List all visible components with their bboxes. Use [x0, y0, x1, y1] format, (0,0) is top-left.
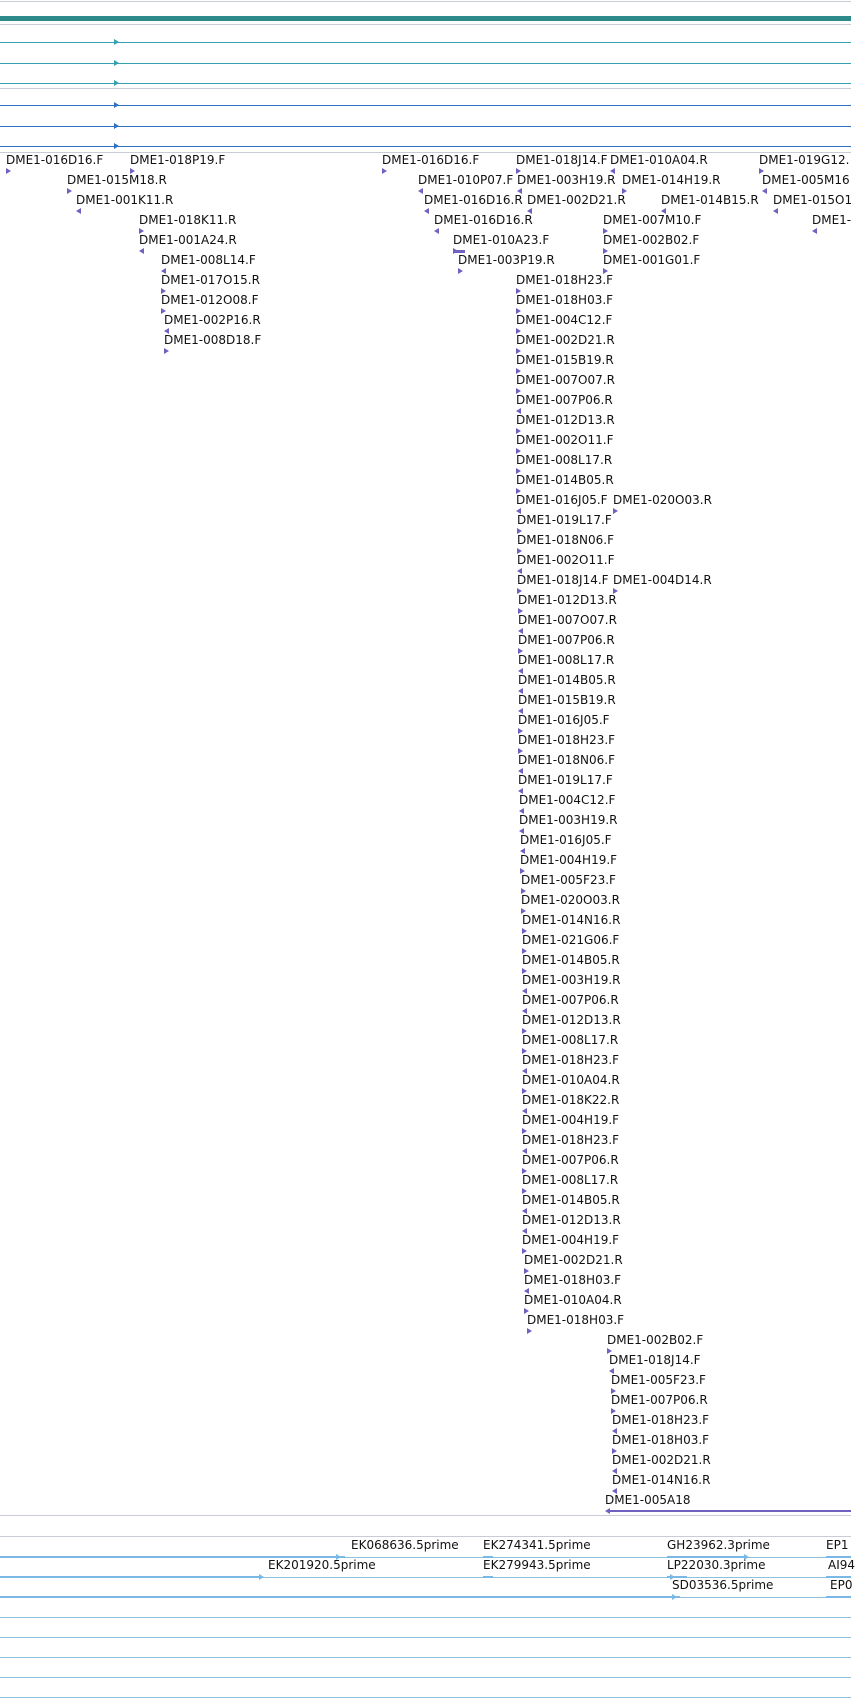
- est-feature-label[interactable]: DME1-016D16.F: [6, 153, 104, 167]
- est-feature-label[interactable]: DME1-007O07.R: [516, 373, 615, 387]
- est-feature-label[interactable]: DME1-014B15.R: [661, 193, 759, 207]
- est-feature-label[interactable]: DME1-005F23.F: [521, 873, 616, 887]
- est-feature-label[interactable]: DME1-018H23.F: [518, 733, 616, 747]
- separator-line: [0, 1515, 851, 1516]
- est-feature-label[interactable]: DME1-018H23.F: [522, 1133, 620, 1147]
- feature-span[interactable]: [0, 1596, 680, 1598]
- feature-arrow-right-icon: [259, 1574, 264, 1580]
- separator-line: [0, 1536, 851, 1537]
- bottom-feature-label[interactable]: EP0: [830, 1578, 853, 1592]
- feature-arrow-left-icon[interactable]: [76, 208, 81, 214]
- feature-arrow-left-icon[interactable]: [610, 168, 615, 174]
- est-feature-label[interactable]: DME1-018P19.F: [130, 153, 226, 167]
- est-feature-label[interactable]: DME1-005M16: [762, 173, 850, 187]
- est-feature-label[interactable]: DME1-007M10.F: [603, 213, 702, 227]
- est-feature-label[interactable]: DME1-007P06.R: [611, 1393, 708, 1407]
- track-line: [0, 42, 851, 43]
- strand-arrow-icon: [114, 102, 119, 108]
- est-feature-label[interactable]: DME1-014N16.R: [522, 913, 621, 927]
- separator-line: [0, 1, 851, 2]
- est-feature-label[interactable]: DME1-001K11.R: [76, 193, 174, 207]
- est-feature-label[interactable]: DME1-002P16.R: [164, 313, 261, 327]
- bottom-feature-label[interactable]: LP22030.3prime: [667, 1558, 766, 1572]
- est-feature-label[interactable]: DME1-015O1: [773, 193, 853, 207]
- est-feature-label[interactable]: DME1-002O11.F: [516, 433, 614, 447]
- feature-arrow-right-icon[interactable]: [622, 188, 627, 194]
- est-feature-label[interactable]: DME1-016D16.R: [424, 193, 523, 207]
- est-feature-label[interactable]: DME1-003P19.R: [458, 253, 555, 267]
- feature-arrow-left-icon[interactable]: [418, 188, 423, 194]
- bottom-feature-label[interactable]: EK279943.5prime: [483, 1558, 591, 1572]
- est-feature-label[interactable]: DME1-: [812, 213, 852, 227]
- track-line: [0, 105, 851, 106]
- est-feature-label[interactable]: DME1-016D16.F: [382, 153, 480, 167]
- est-feature-label[interactable]: DME1-016D16.R: [434, 213, 533, 227]
- feature-span[interactable]: [608, 1510, 851, 1512]
- est-feature-label[interactable]: DME1-015B19.R: [518, 693, 616, 707]
- feature-arrow-right-icon: [670, 1574, 675, 1580]
- est-feature-label[interactable]: DME1-018H03.F: [527, 1313, 625, 1327]
- est-feature-label[interactable]: DME1-007P06.R: [516, 393, 613, 407]
- est-feature-label[interactable]: DME1-018H03.F: [612, 1433, 710, 1447]
- feature-arrow-left-icon[interactable]: [424, 208, 429, 214]
- est-feature-label[interactable]: DME1-003H19.R: [522, 973, 621, 987]
- est-feature-label[interactable]: DME1-017O15.R: [161, 273, 260, 287]
- est-feature-label[interactable]: DME1-018H23.F: [612, 1413, 710, 1427]
- est-feature-label[interactable]: DME1-019G12.: [759, 153, 850, 167]
- bottom-feature-label[interactable]: EK068636.5prime: [351, 1538, 459, 1552]
- est-feature-label[interactable]: DME1-004H19.F: [522, 1113, 620, 1127]
- est-feature-label[interactable]: DME1-004H19.F: [522, 1233, 620, 1247]
- track-line: [0, 1637, 851, 1638]
- est-feature-label[interactable]: DME1-005F23.F: [611, 1373, 706, 1387]
- est-feature-label[interactable]: DME1-007P06.R: [522, 993, 619, 1007]
- bottom-feature-label[interactable]: EP1: [826, 1538, 849, 1552]
- feature-arrow-right-icon[interactable]: [382, 168, 387, 174]
- est-feature-label[interactable]: DME1-008D18.F: [164, 333, 262, 347]
- strand-arrow-icon: [114, 123, 119, 129]
- feature-arrow-left-icon[interactable]: [812, 228, 817, 234]
- est-feature-label[interactable]: DME1-018J14.F: [609, 1353, 701, 1367]
- est-feature-label[interactable]: DME1-012D13.R: [516, 413, 615, 427]
- est-feature-label[interactable]: DME1-012D13.R: [518, 593, 617, 607]
- feature-span[interactable]: [483, 1556, 493, 1558]
- est-feature-label[interactable]: DME1-008L17.R: [516, 453, 613, 467]
- track-line: [0, 83, 851, 84]
- est-feature-label[interactable]: DME1-015B19.R: [516, 353, 614, 367]
- est-feature-label[interactable]: DME1-016J05.F: [518, 713, 610, 727]
- est-feature-label[interactable]: DME1-008L17.R: [522, 1173, 619, 1187]
- feature-arrow-left-icon[interactable]: [762, 188, 767, 194]
- est-feature-label[interactable]: DME1-020O03.R: [613, 493, 712, 507]
- est-feature-label[interactable]: DME1-019L17.F: [517, 513, 612, 527]
- est-feature-label[interactable]: DME1-014B05.R: [522, 953, 620, 967]
- track-line: [0, 1677, 851, 1678]
- est-feature-label[interactable]: DME1-002B02.F: [607, 1333, 704, 1347]
- feature-span[interactable]: [0, 1556, 345, 1558]
- bottom-feature-label[interactable]: SD03536.5prime: [672, 1578, 774, 1592]
- est-feature-label[interactable]: DME1-004D14.R: [613, 573, 712, 587]
- est-feature-label[interactable]: DME1-010A23.F: [453, 233, 550, 247]
- track-line: [0, 1657, 851, 1658]
- feature-span[interactable]: [453, 250, 465, 253]
- est-feature-label[interactable]: DME1-018K11.R: [139, 213, 237, 227]
- est-feature-label[interactable]: DME1-004C12.F: [516, 313, 613, 327]
- feature-arrow-right-icon[interactable]: [67, 188, 72, 194]
- feature-span[interactable]: [826, 1596, 851, 1598]
- feature-arrow-left-icon[interactable]: [773, 208, 778, 214]
- est-feature-label[interactable]: DME1-019L17.F: [518, 773, 613, 787]
- est-feature-label[interactable]: DME1-007P06.R: [522, 1153, 619, 1167]
- feature-span[interactable]: [826, 1576, 851, 1578]
- est-feature-label[interactable]: DME1-012D13.R: [522, 1013, 621, 1027]
- feature-arrow-left-icon[interactable]: [434, 228, 439, 234]
- feature-span[interactable]: [826, 1556, 851, 1558]
- est-feature-label[interactable]: DME1-020O03.R: [521, 893, 620, 907]
- est-feature-label[interactable]: DME1-018J14.F: [516, 153, 608, 167]
- track-line: [0, 126, 851, 127]
- est-feature-label[interactable]: DME1-002D21.R: [612, 1453, 711, 1467]
- strand-arrow-icon: [114, 60, 119, 66]
- feature-arrow-right-icon: [336, 1554, 341, 1560]
- est-feature-label[interactable]: DME1-014B05.R: [522, 1193, 620, 1207]
- est-feature-label[interactable]: DME1-008L14.F: [161, 253, 256, 267]
- bottom-feature-label[interactable]: GH23962.3prime: [667, 1538, 770, 1552]
- strand-arrow-icon: [114, 143, 119, 149]
- strand-arrow-icon: [114, 80, 119, 86]
- est-feature-label[interactable]: DME1-021G06.F: [522, 933, 620, 947]
- bottom-feature-label[interactable]: EK274341.5prime: [483, 1538, 591, 1552]
- feature-arrow-right-icon: [744, 1554, 749, 1560]
- feature-arrow-right-icon[interactable]: [164, 348, 169, 354]
- est-feature-label[interactable]: DME1-002D21.R: [527, 193, 626, 207]
- est-feature-label[interactable]: DME1-012D13.R: [522, 1213, 621, 1227]
- strand-arrow-icon: [114, 39, 119, 45]
- feature-arrow-right-icon[interactable]: [458, 268, 463, 274]
- track-line: [0, 146, 851, 147]
- feature-span[interactable]: [483, 1576, 493, 1578]
- est-feature-label[interactable]: DME1-008L17.R: [518, 653, 615, 667]
- est-feature-label[interactable]: DME1-004H19.F: [520, 853, 618, 867]
- est-feature-label[interactable]: DME1-018N06.F: [518, 753, 616, 767]
- est-feature-label[interactable]: DME1-018H03.F: [524, 1273, 622, 1287]
- est-feature-label[interactable]: DME1-012O08.F: [161, 293, 259, 307]
- est-feature-label[interactable]: DME1-018H23.F: [522, 1053, 620, 1067]
- feature-arrow-left-icon[interactable]: [139, 248, 144, 254]
- feature-arrow-right-icon[interactable]: [527, 1328, 532, 1334]
- feature-arrow-right-icon[interactable]: [613, 508, 618, 514]
- est-feature-label[interactable]: DME1-015M18.R: [67, 173, 167, 187]
- est-feature-label[interactable]: DME1-018N06.F: [517, 533, 615, 547]
- est-feature-label[interactable]: DME1-007O07.R: [518, 613, 617, 627]
- est-feature-label[interactable]: DME1-018J14.F: [517, 573, 609, 587]
- est-feature-label[interactable]: DME1-002D21.R: [524, 1253, 623, 1267]
- est-feature-label[interactable]: DME1-014H19.R: [622, 173, 721, 187]
- est-feature-label[interactable]: DME1-008L17.R: [522, 1033, 619, 1047]
- est-feature-label[interactable]: DME1-016J05.F: [516, 493, 608, 507]
- bottom-feature-label[interactable]: AI94: [828, 1558, 855, 1572]
- est-feature-label[interactable]: DME1-018H03.F: [516, 293, 614, 307]
- top-band: [0, 16, 851, 21]
- track-line: [0, 63, 851, 64]
- bottom-feature-label[interactable]: EK201920.5prime: [268, 1558, 376, 1572]
- est-feature-label[interactable]: DME1-010A04.R: [610, 153, 708, 167]
- est-feature-label[interactable]: DME1-016J05.F: [520, 833, 612, 847]
- est-feature-label[interactable]: DME1-010A04.R: [522, 1073, 620, 1087]
- feature-arrow-left-icon[interactable]: [517, 188, 522, 194]
- est-feature-label[interactable]: DME1-014B05.R: [518, 673, 616, 687]
- est-feature-label[interactable]: DME1-002O11.F: [517, 553, 615, 567]
- est-feature-label[interactable]: DME1-005A18: [605, 1493, 691, 1507]
- est-feature-label[interactable]: DME1-010P07.F: [418, 173, 514, 187]
- est-feature-label[interactable]: DME1-003H19.R: [517, 173, 616, 187]
- est-feature-label[interactable]: DME1-001A24.R: [139, 233, 237, 247]
- feature-arrow-left-icon[interactable]: [527, 208, 532, 214]
- separator-line: [0, 24, 851, 25]
- est-feature-label[interactable]: DME1-014B05.R: [516, 473, 614, 487]
- est-feature-label[interactable]: DME1-003H19.R: [519, 813, 618, 827]
- feature-span[interactable]: [0, 1576, 262, 1578]
- est-feature-label[interactable]: DME1-004C12.F: [519, 793, 616, 807]
- track-line: [0, 1697, 851, 1698]
- est-feature-label[interactable]: DME1-002D21.R: [516, 333, 615, 347]
- est-feature-label[interactable]: DME1-007P06.R: [518, 633, 615, 647]
- est-feature-label[interactable]: DME1-010A04.R: [524, 1293, 622, 1307]
- est-feature-label[interactable]: DME1-002B02.F: [603, 233, 700, 247]
- feature-arrow-right-icon[interactable]: [6, 168, 11, 174]
- feature-span[interactable]: [667, 1556, 747, 1558]
- est-feature-label[interactable]: DME1-001G01.F: [603, 253, 701, 267]
- est-feature-label[interactable]: DME1-018H23.F: [516, 273, 614, 287]
- feature-arrow-right-icon: [672, 1594, 677, 1600]
- track-line: [0, 1617, 851, 1618]
- est-feature-label[interactable]: DME1-014N16.R: [612, 1473, 711, 1487]
- separator-line: [0, 88, 851, 89]
- est-feature-label[interactable]: DME1-018K22.R: [522, 1093, 620, 1107]
